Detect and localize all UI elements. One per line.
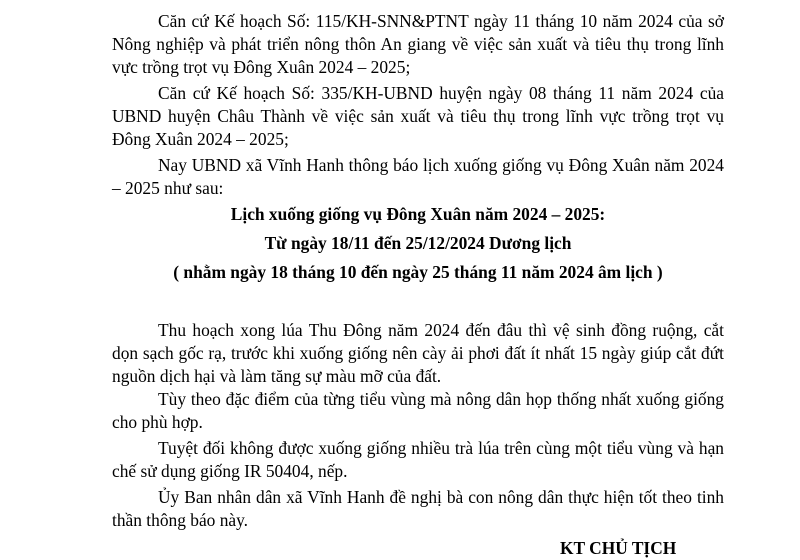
paragraph-field-preparation: Thu hoạch xong lúa Thu Đông năm 2024 đến đâu thì vệ sinh đồng ruộng, cắt dọn sạch gốc rạ, trước khi xuống giống nên cày ải phơi đất ít nhất 15 ngày giúp cắt đứt nguồn dịch hại và làm tăng sự màu mỡ của đất. [112, 320, 724, 386]
paragraph-announcement: Nay UBND xã Vĩnh Hanh thông báo lịch xuống giống vụ Đông Xuân năm 2024 – 2025 như sau: [112, 155, 724, 198]
paragraph-legal-basis-2: Căn cứ Kế hoạch Số: 335/KH-UBND huyện ngày 08 tháng 11 năm 2024 của UBND huyện Châu Thành về việc sản xuất và tiêu thụ trong lĩnh vực trồng trọt vụ Đông Xuân 2024 – 2025; [112, 83, 724, 149]
schedule-title: Lịch xuống giống vụ Đông Xuân năm 2024 – 2025: [230, 204, 606, 224]
paragraph-sub-region: Tùy theo đặc điểm của từng tiểu vùng mà nông dân họp thống nhất xuống giống cho phù hợp. [112, 389, 724, 432]
signature-heading: KT CHỦ TỊCH [560, 538, 677, 558]
paragraph-restriction: Tuyệt đối không được xuống giống nhiều trà lúa trên cùng một tiểu vùng và hạn chế sử dụng giống IR 50404, nếp. [112, 438, 724, 481]
schedule-solar-range: Từ ngày 18/11 đến 25/12/2024 Dương lịch [264, 233, 572, 253]
paragraph-legal-basis-1: Căn cứ Kế hoạch Số: 115/KH-SNN&PTNT ngày 11 tháng 10 năm 2024 của sở Nông nghiệp và phát triển nông thôn An giang về việc sản xuất và tiêu thụ trong lĩnh vực trồng trọt vụ Đông Xuân 2024 – 2025; [112, 11, 724, 77]
paragraph-request: Ủy Ban nhân dân xã Vĩnh Hanh đề nghị bà con nông dân thực hiện tốt theo tinh thần thông báo này. [112, 487, 724, 530]
schedule-lunar-range: ( nhằm ngày 18 tháng 10 đến ngày 25 tháng 11 năm 2024 âm lịch ) [173, 262, 663, 282]
